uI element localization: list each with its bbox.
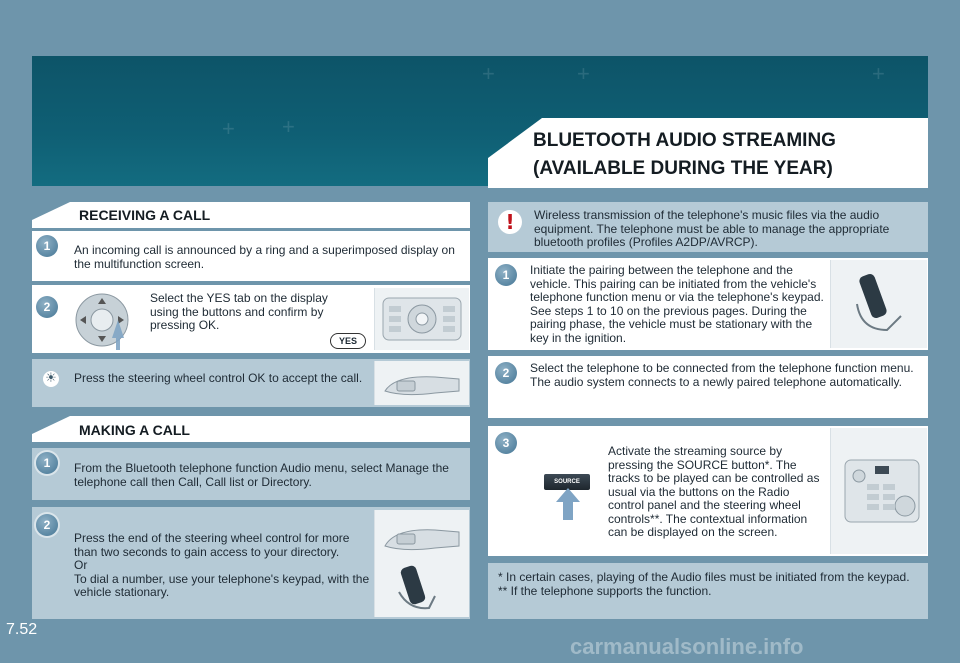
steering-control-image: [374, 361, 469, 405]
step-number: 3: [495, 432, 517, 454]
step-number: 1: [36, 235, 58, 257]
streaming-step3-text: Activate the streaming source by pressing the SOURCE button*. The tracks to be played can be controlled as usual via the buttons on the Radio control panel and the steering wheel controls**. The contextual information can be displayed on the screen.: [608, 444, 820, 539]
step-number: 2: [36, 514, 58, 536]
warning-icon: !: [498, 210, 522, 234]
decor-plus: +: [282, 114, 295, 139]
footnotes: [498, 571, 918, 598]
steering-phone-image: [374, 510, 469, 617]
receiving-heading: RECEIVING A CALL: [79, 207, 211, 223]
warning-text: Wireless transmission of the telephone's music files via the audio equipment. The telephone must be able to manage the appropriate bluetooth profiles (Profiles A2DP/AVRCP).: [534, 208, 890, 249]
receiving-step1-text: An incoming call is announced by a ring and a superimposed display on the multifunction screen.: [74, 243, 455, 271]
making-step2-line1: Press the end of the steering wheel control for more than two seconds to gain access to your directory.: [74, 531, 350, 559]
footnote-2: ** If the telephone supports the function.: [498, 583, 712, 598]
step-number: 1: [36, 452, 58, 474]
streaming-step2-text: [530, 362, 920, 389]
receiving-tip-text: Press the steering wheel control OK to accept the call.: [74, 371, 363, 385]
decor-plus: +: [872, 61, 885, 86]
decor-plus: +: [577, 61, 590, 86]
making-step2-text: [74, 532, 370, 600]
radio-panel-image: [830, 428, 927, 554]
receiving-step2-text: Select the YES tab on the display using the buttons and confirm by pressing OK.: [150, 291, 328, 332]
streaming-step2-line2: The audio system connects to a newly paired telephone automatically.: [530, 374, 902, 389]
footnote-1: * In certain cases, playing of the Audio files must be initiated from the keypad.: [498, 570, 910, 584]
page-title-line2: (AVAILABLE DURING THE YEAR): [533, 158, 833, 179]
step-number: 2: [495, 362, 517, 384]
step-number: 1: [495, 264, 517, 286]
audio-panel-image: [374, 288, 469, 350]
step-number: 2: [36, 296, 58, 318]
making-step1-text: From the Bluetooth telephone function Audio menu, select Manage the telephone call then Call, Call list or Directory.: [74, 461, 449, 489]
watermark: carmanualsonline.info: [570, 634, 804, 659]
page-number: 7.52: [6, 621, 38, 638]
page-title: [533, 127, 913, 183]
making-heading: MAKING A CALL: [79, 422, 190, 438]
yes-button-illustration: YES: [330, 333, 366, 349]
phone-in-hand-image: [830, 260, 927, 348]
streaming-step1-text: Initiate the pairing between the telephone and the vehicle. This pairing can be initiated from the vehicle's telephone function menu or via the telephone's keypad. See steps 1 to 10 on the previous pages. During the pairing phase, the vehicle must be stationary with the key in the ignition.: [530, 263, 824, 345]
page-title-line1: BLUETOOTH AUDIO STREAMING: [533, 130, 836, 151]
decor-plus: +: [482, 61, 495, 86]
up-arrow-icon: [556, 488, 580, 520]
making-step2-line2: Or: [74, 558, 88, 572]
source-button-illustration: SOURCE: [544, 474, 590, 490]
making-step2-line3: To dial a number, use your telephone's keypad, with the vehicle stationary.: [74, 571, 370, 599]
decor-plus: +: [222, 116, 235, 141]
streaming-step2-line1: Select the telephone to be connected from the telephone function menu.: [530, 361, 914, 375]
tip-sun-icon: ☀: [43, 371, 59, 387]
navigation-pad-icon: [70, 290, 140, 352]
